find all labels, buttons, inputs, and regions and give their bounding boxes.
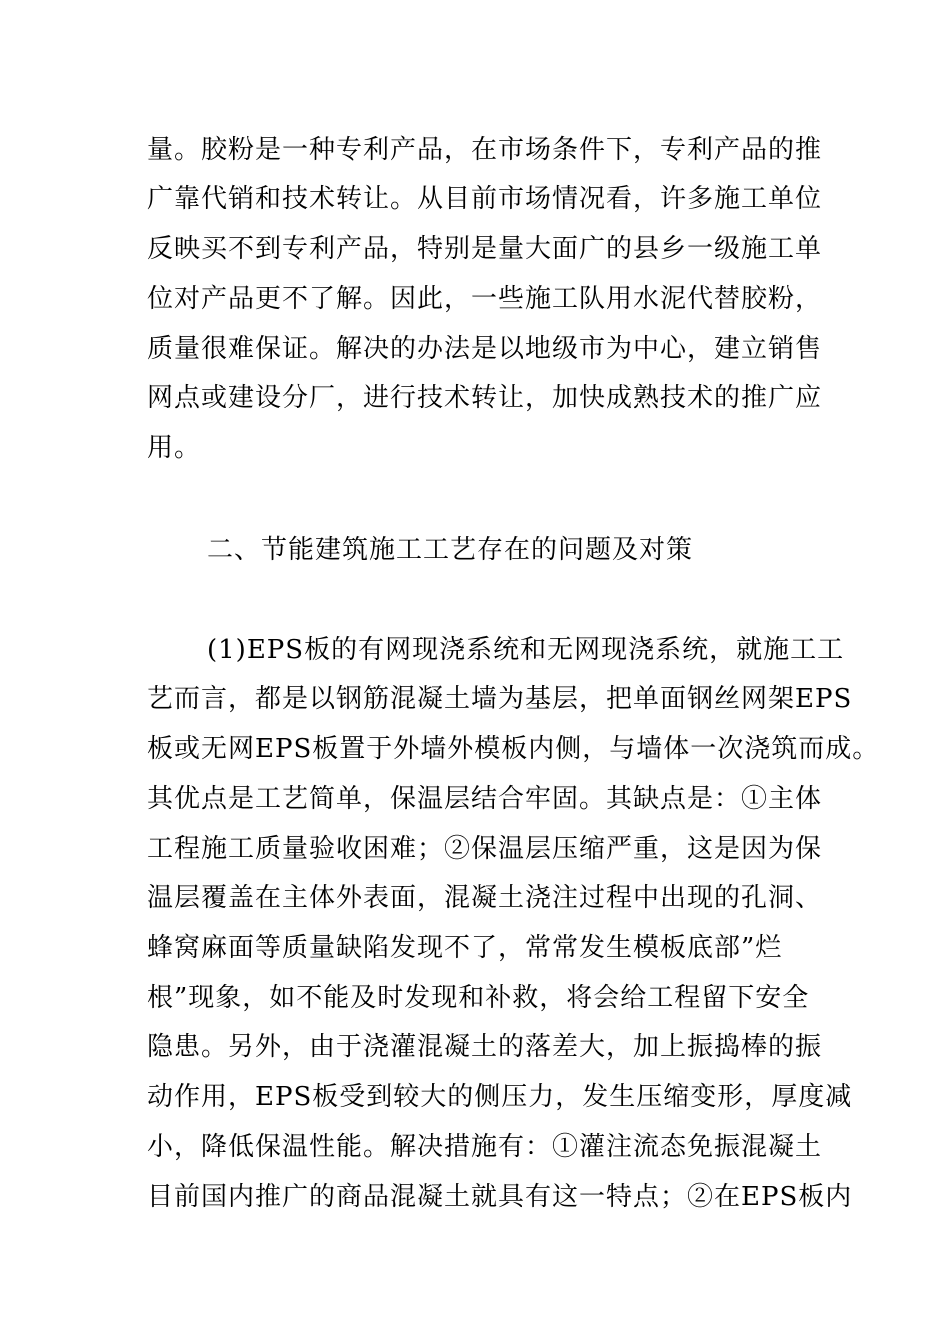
paragraph-1-line-5: 质量很难保证。解决的办法是以地级市为中心，建立销售 — [147, 334, 823, 364]
paragraph-1-line-7: 用。 — [147, 433, 202, 463]
paragraph-1-line-2: 广靠代销和技术转让。从目前市场情况看，许多施工单位 — [147, 184, 823, 214]
paragraph-2-line-1: (1)EPS板的有网现浇系统和无网现浇系统，就施工工 — [207, 635, 845, 665]
paragraph-2-line-7: 蜂窝麻面等质量缺陷发现不了，常常发生模板底部”烂 — [147, 933, 783, 963]
paragraph-1-line-3: 反映买不到专利产品，特别是量大面广的县乡一级施工单 — [147, 234, 823, 264]
section-heading: 二、节能建筑施工工艺存在的问题及对策 — [207, 535, 694, 565]
paragraph-2-line-12: 目前国内推广的商品混凝土就具有这一特点；②在EPS板内 — [147, 1182, 853, 1212]
paragraph-1-line-1: 量。胶粉是一种专利产品，在市场条件下，专利产品的推 — [147, 135, 823, 165]
paragraph-2-line-3: 板或无网EPS板置于外墙外模板内侧，与墙体一次浇筑而成。 — [147, 734, 880, 764]
paragraph-2-line-9: 隐患。另外，由于浇灌混凝土的落差大，加上振捣棒的振 — [147, 1032, 823, 1062]
paragraph-2-line-11: 小，降低保温性能。解决措施有：①灌注流态免振混凝土 — [147, 1132, 823, 1162]
paragraph-2-line-6: 温层覆盖在主体外表面，混凝土浇注过程中出现的孔洞、 — [147, 883, 823, 913]
paragraph-2-line-8: 根”现象，如不能及时发现和补救，将会给工程留下安全 — [147, 983, 810, 1013]
paragraph-2-line-2: 艺而言，都是以钢筋混凝土墙为基层，把单面钢丝网架EPS — [147, 684, 853, 714]
paragraph-1-line-4: 位对产品更不了解。因此，一些施工队用水泥代替胶粉， — [147, 284, 823, 314]
paragraph-2-line-4: 其优点是工艺简单，保温层结合牢固。其缺点是：①主体 — [147, 784, 823, 814]
paragraph-2-line-10: 动作用，EPS板受到较大的侧压力，发生压缩变形，厚度减 — [147, 1082, 853, 1112]
paragraph-1-line-6: 网点或建设分厂，进行技术转让，加快成熟技术的推广应 — [147, 383, 823, 413]
paragraph-2-line-5: 工程施工质量验收困难；②保温层压缩严重，这是因为保 — [147, 834, 823, 864]
